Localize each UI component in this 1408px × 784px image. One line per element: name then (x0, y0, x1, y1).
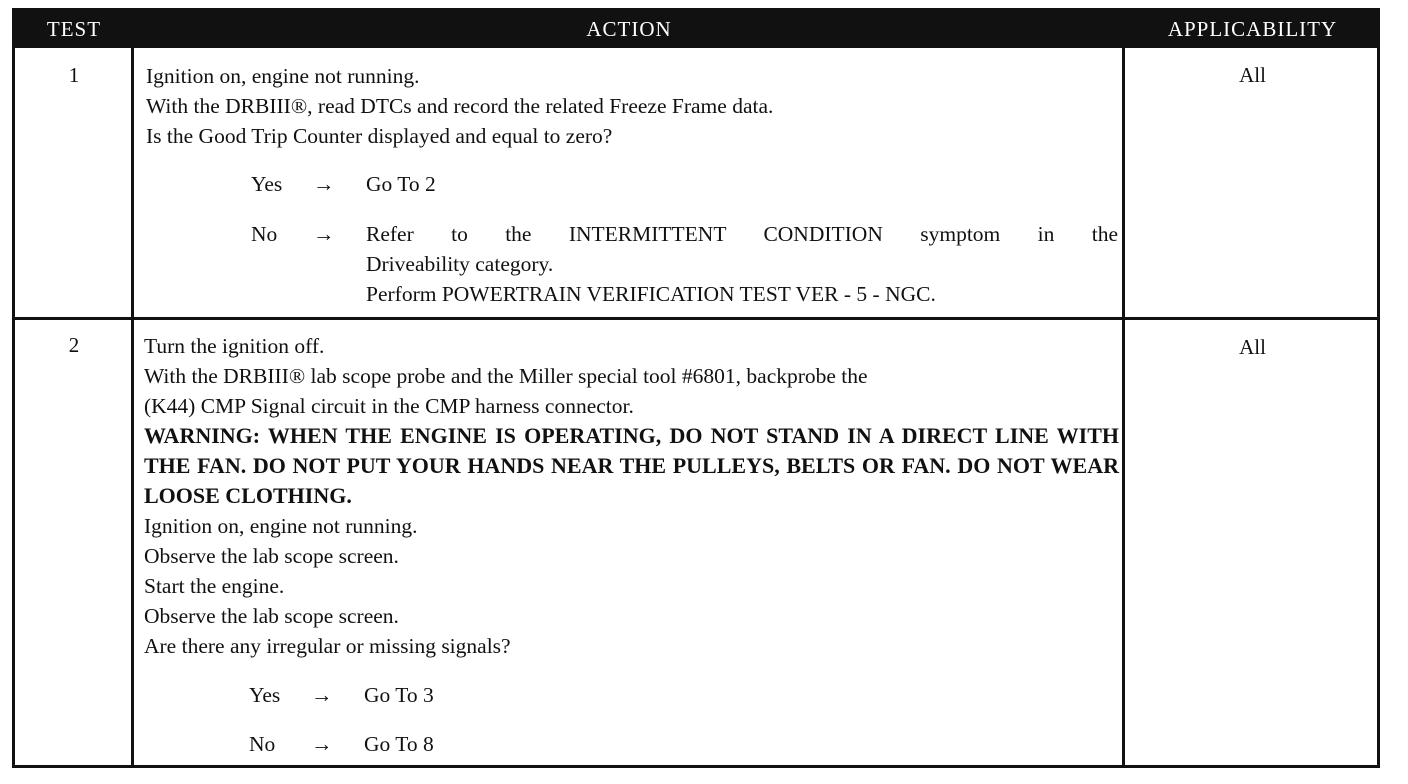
warning-text: WARNING: WHEN THE ENGINE IS OPERATING, DO NOT STAND IN A DIRECT LINE WITH THE FAN. DO NOT PUT YOUR HANDS NEAR THE PULLEYS, BELTS OR FAN. DO NOT WEAR LOOSE CLOTHING. (144, 423, 1119, 508)
yes-result: Go To 2 (366, 172, 436, 196)
action-step: Observe the lab scope screen. (144, 544, 399, 568)
yes-result: Go To 3 (364, 683, 434, 707)
no-label: No (249, 732, 276, 756)
test-number: 2 (68, 333, 80, 357)
no-branch (251, 219, 1121, 309)
no-result: Go To 8 (364, 732, 434, 756)
action-step: Start the engine. (144, 574, 285, 598)
applicability-value: All (1239, 335, 1266, 359)
yes-branch (251, 169, 1121, 199)
test-number: 1 (68, 63, 80, 87)
no-result-line: Perform POWERTRAIN VERIFICATION TEST VER - 5 - NGC. (366, 282, 936, 306)
no-branch (249, 729, 1119, 759)
header-action: ACTION (586, 17, 672, 41)
arrow-icon: → (311, 732, 333, 756)
row-divider (15, 317, 1377, 320)
diagnostic-test-table (12, 8, 1380, 768)
no-label: No (251, 222, 278, 246)
table-header (15, 11, 1377, 48)
no-result-line: Driveability category. (366, 252, 554, 276)
arrow-icon: → (313, 222, 335, 246)
column-divider-test (131, 48, 134, 765)
action-step: Are there any irregular or missing signals? (144, 634, 511, 658)
action-steps (146, 61, 1121, 151)
action-step: With the DRBIII®, read DTCs and record the related Freeze Frame data. (146, 94, 774, 118)
action-step: With the DRBIII® lab scope probe and the Miller special tool #6801, backprobe the (144, 364, 868, 388)
yes-label: Yes (249, 683, 281, 707)
action-step: Ignition on, engine not running. (144, 514, 418, 538)
action-step: (K44) CMP Signal circuit in the CMP harness connector. (144, 394, 634, 418)
applicability-value: All (1239, 63, 1266, 87)
action-step: Turn the ignition off. (144, 334, 325, 358)
header-test: TEST (46, 17, 102, 41)
action-step: Is the Good Trip Counter displayed and equal to zero? (146, 124, 613, 148)
action-step: Observe the lab scope screen. (144, 604, 399, 628)
action-steps (144, 331, 1119, 661)
action-step: Ignition on, engine not running. (146, 64, 420, 88)
arrow-icon: → (311, 683, 333, 707)
header-applicability: APPLICABILITY (1167, 17, 1338, 41)
yes-label: Yes (251, 172, 283, 196)
arrow-icon: → (313, 172, 335, 196)
column-divider-action (1122, 48, 1125, 765)
yes-branch (249, 680, 1119, 710)
no-result-line: Refer to the INTERMITTENT CONDITION symptom in the (366, 222, 1118, 246)
no-result (366, 219, 1118, 309)
